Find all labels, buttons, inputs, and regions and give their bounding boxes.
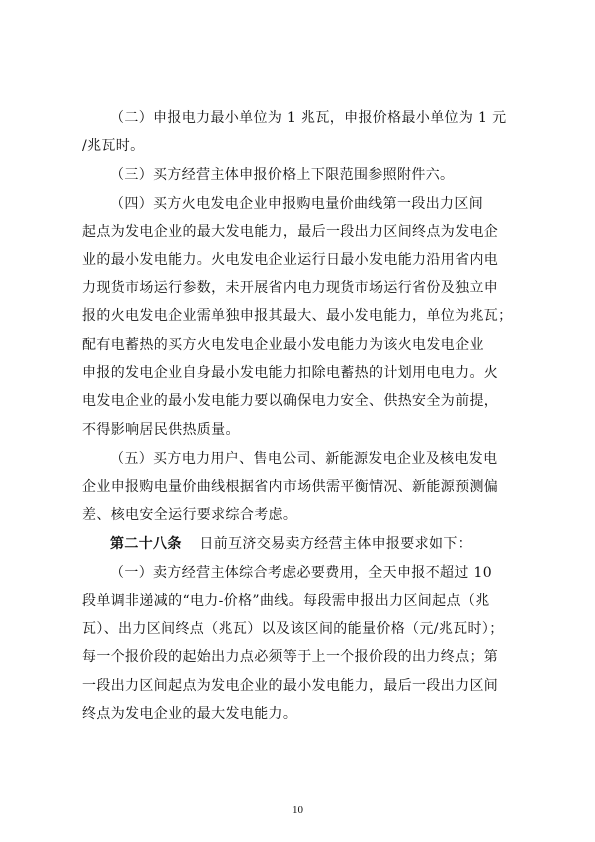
paragraph-line: 力现货市场运行参数，未开展省内电力现货市场运行省份及独立申 (82, 280, 499, 296)
paragraph-line: （一）卖方经营主体综合考虑必要费用，全天申报不超过 10 (110, 565, 493, 581)
paragraph-line: 企业申报购电量价曲线根据省内市场供需平衡情况、新能源预测偏 (82, 479, 499, 495)
paragraph-line: 起点为发电企业的最大发电能力，最后一段出力区间终点为发电企 (82, 224, 499, 240)
paragraph-line: 不得影响居民供热质量。 (82, 422, 240, 438)
paragraph-line: （二）申报电力最小单位为 1 兆瓦，申报价格最小单位为 1 元 (110, 110, 507, 126)
paragraph-line: 配有电蓄热的买方火电发电企业最小发电能力为该火电发电企业 (82, 337, 484, 353)
article-heading: 第二十八条 (110, 536, 182, 552)
paragraph-line: 每一个报价段的起始出力点必须等于上一个报价段的出力终点；第 (82, 649, 499, 665)
paragraph-line: （四）买方火电发电企业申报购电量价曲线第一段出力区间 (110, 196, 484, 212)
paragraph-line: /兆瓦时。 (82, 138, 145, 154)
paragraph-line: 终点为发电企业的最大发电能力。 (82, 706, 298, 722)
paragraph-line: 报的火电发电企业需单独申报其最大、最小发电能力，单位为兆瓦； (82, 308, 513, 324)
article-text: 日前互济交易卖方经营主体申报要求如下： (199, 536, 473, 552)
paragraph-line: 一段出力区间起点为发电企业的最小发电能力，最后一段出力区间 (82, 678, 499, 694)
paragraph-line: 申报的发电企业自身最小发电能力扣除电蓄热的计划用电电力。火 (82, 365, 499, 381)
paragraph-line: （三）买方经营主体申报价格上下限范围参照附件六。 (110, 167, 455, 183)
paragraph-line: 业的最小发电能力。火电发电企业运行日最小发电能力沿用省内电 (82, 252, 499, 268)
paragraph-line: 段单调非递减的“电力-价格”曲线。每段需申报出力区间起点（兆 (82, 593, 490, 609)
paragraph-line: 瓦）、出力区间终点（兆瓦）以及该区间的能量价格（元/兆瓦时）； (82, 621, 504, 637)
paragraph-line: （五）买方电力用户、售电公司、新能源发电企业及核电发电 (110, 451, 498, 467)
article-line (110, 534, 522, 554)
paragraph-line: 电发电企业的最小发电能力要以确保电力安全、供热安全为前提， (82, 393, 499, 409)
page-number: 10 (292, 804, 303, 816)
paragraph-line: 差、核电安全运行要求综合考虑。 (82, 507, 298, 523)
